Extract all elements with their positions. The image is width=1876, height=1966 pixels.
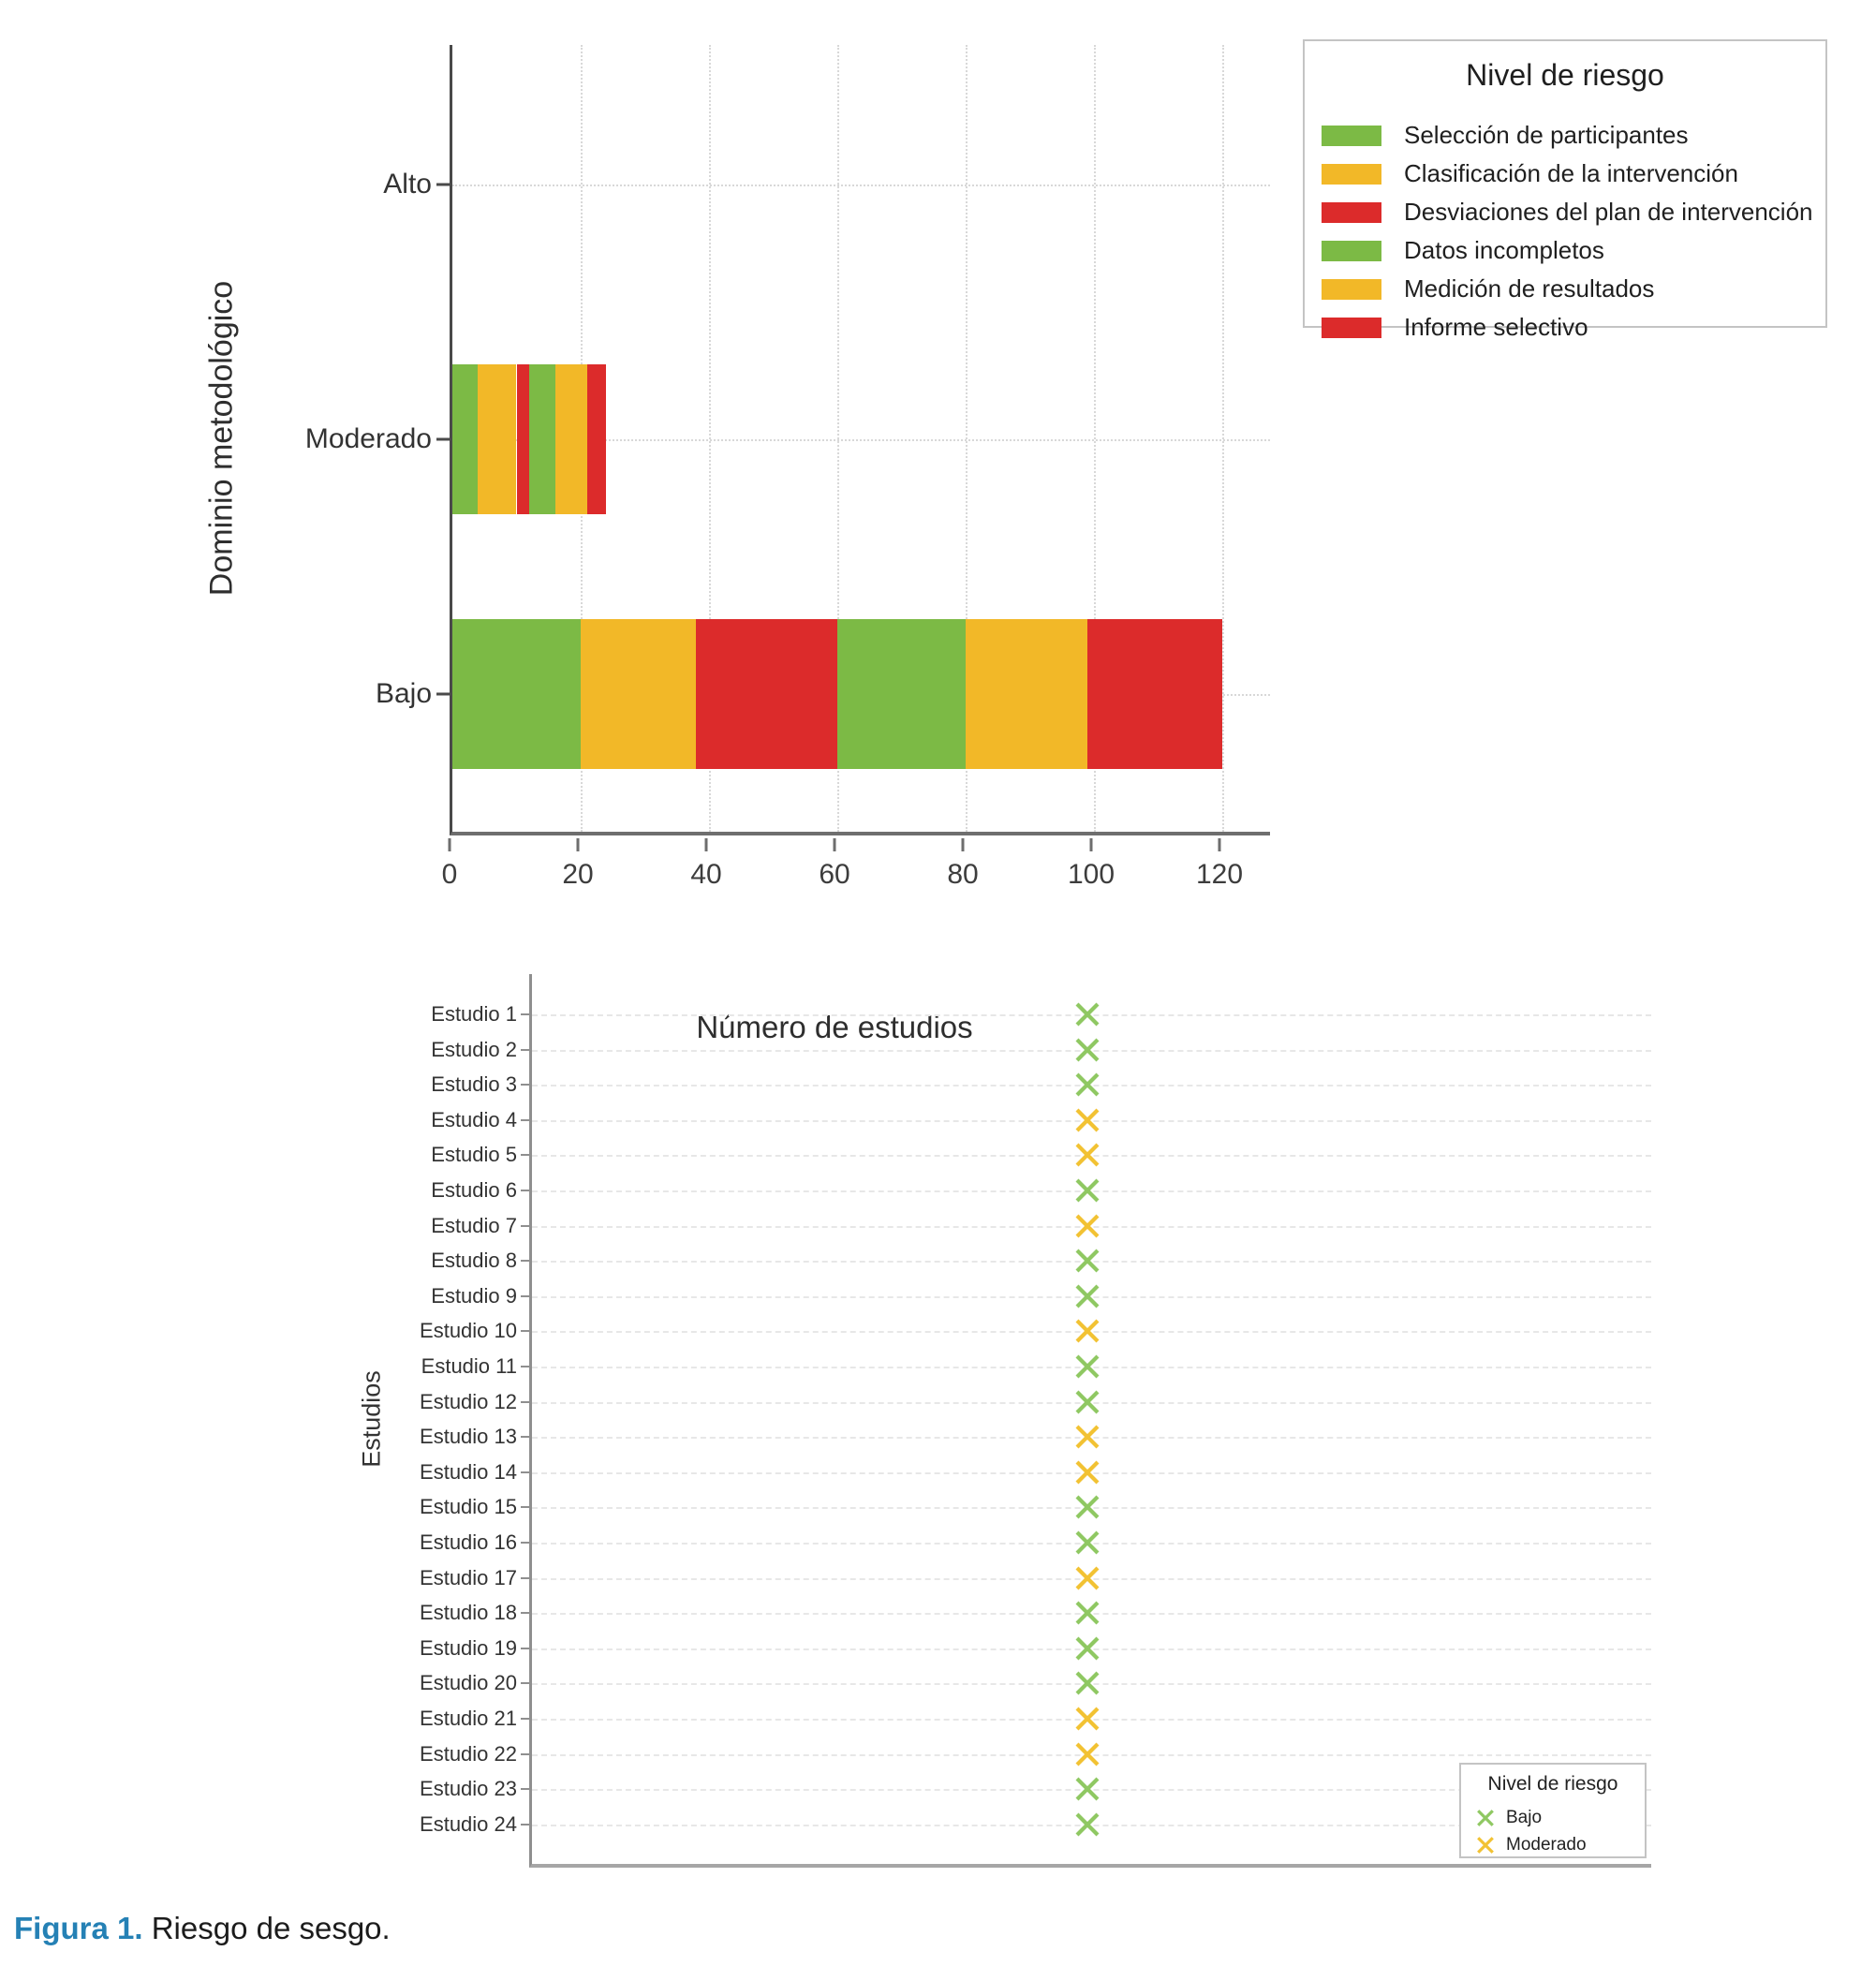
legend-swatch — [1322, 126, 1381, 146]
x-marker-moderado — [1071, 1104, 1103, 1136]
y-tick-5 — [521, 1154, 532, 1156]
y-tick-label-3: Estudio 3 — [431, 1072, 517, 1097]
y-tick-label-14: Estudio 14 — [420, 1459, 517, 1484]
bottom-chart-y-axis-title: Estudios — [357, 1370, 386, 1468]
legend-label: Selección de participantes — [1404, 121, 1689, 149]
bar-segment — [529, 364, 554, 514]
bar-segment — [452, 619, 581, 769]
y-tick-15 — [521, 1506, 532, 1508]
top-legend-title: Nivel de riesgo — [1466, 58, 1664, 92]
x-marker-bajo — [1071, 1034, 1103, 1066]
x-tick-20 — [577, 838, 580, 851]
y-tick-19 — [521, 1648, 532, 1649]
bar-segment — [966, 619, 1087, 769]
figure-caption-label: Figura 1. — [14, 1911, 143, 1945]
x-tick-80 — [962, 838, 965, 851]
bar-segment — [696, 619, 837, 769]
legend-swatch — [1322, 279, 1381, 300]
y-tick-label-1: Estudio 1 — [431, 1002, 517, 1026]
x-marker-bajo — [1071, 1633, 1103, 1664]
legend-label: Desviaciones del plan de intervención — [1404, 198, 1813, 226]
x-marker-bajo — [1071, 1175, 1103, 1206]
x-marker-bajo — [1071, 1351, 1103, 1382]
x-marker-bajo — [1071, 1773, 1103, 1805]
y-tick-label-22: Estudio 22 — [420, 1741, 517, 1766]
x-tick-40 — [705, 838, 708, 851]
x-marker-bajo — [1071, 1527, 1103, 1559]
y-tick-20 — [521, 1682, 532, 1684]
x-marker-bajo — [1071, 998, 1103, 1030]
legend-label: Informe selectivo — [1404, 313, 1588, 341]
x-tick-60 — [834, 838, 836, 851]
legend-swatch — [1322, 164, 1381, 185]
x-marker-moderado — [1071, 1210, 1103, 1242]
moderado-x-icon — [1474, 1834, 1497, 1856]
bottom-chart-legend — [1459, 1763, 1647, 1858]
bottom-legend-title: Nivel de riesgo — [1487, 1773, 1618, 1795]
y-tick-label-13: Estudio 13 — [420, 1425, 517, 1449]
legend-item — [1474, 1831, 1639, 1858]
y-tick-label-15: Estudio 15 — [420, 1495, 517, 1519]
y-tick-23 — [521, 1788, 532, 1790]
legend-item — [1322, 270, 1818, 308]
legend-item — [1322, 155, 1818, 193]
y-tick-label-7: Estudio 7 — [431, 1213, 517, 1237]
y-tick-label-24: Estudio 24 — [420, 1811, 517, 1836]
y-tick-10 — [521, 1330, 532, 1332]
bar-segment — [837, 619, 966, 769]
y-tick-Bajo — [436, 693, 450, 696]
y-tick-6 — [521, 1190, 532, 1191]
figure-caption-text: Riesgo de sesgo. — [142, 1911, 391, 1945]
x-marker-bajo — [1071, 1809, 1103, 1840]
y-tick-label-4: Estudio 4 — [431, 1107, 517, 1131]
y-tick-16 — [521, 1542, 532, 1544]
y-tick-label-Bajo: Bajo — [375, 678, 432, 709]
y-tick-9 — [521, 1295, 532, 1297]
x-marker-moderado — [1071, 1139, 1103, 1171]
y-tick-label-21: Estudio 21 — [420, 1707, 517, 1730]
x-marker-moderado — [1071, 1562, 1103, 1594]
legend-label: Clasificación de la intervención — [1404, 159, 1738, 187]
y-tick-label-18: Estudio 18 — [420, 1601, 517, 1625]
top-chart-y-axis-title: Dominio metodológico — [203, 280, 240, 597]
legend-swatch — [1322, 202, 1381, 223]
y-tick-12 — [521, 1401, 532, 1403]
y-tick-label-11: Estudio 11 — [421, 1354, 517, 1378]
y-tick-18 — [521, 1612, 532, 1614]
y-tick-7 — [521, 1225, 532, 1227]
x-marker-bajo — [1071, 1597, 1103, 1629]
x-marker-moderado — [1071, 1738, 1103, 1770]
x-tick-label-60: 60 — [819, 859, 850, 890]
legend-label: Datos incompletos — [1404, 236, 1604, 264]
x-marker-bajo — [1071, 1069, 1103, 1101]
x-marker-moderado — [1071, 1703, 1103, 1735]
x-marker-bajo — [1071, 1667, 1103, 1699]
x-tick-label-100: 100 — [1067, 859, 1115, 890]
bajo-x-icon — [1474, 1807, 1497, 1829]
x-marker-moderado — [1071, 1456, 1103, 1488]
legend-item — [1322, 193, 1818, 231]
x-marker-bajo — [1071, 1280, 1103, 1312]
x-tick-label-0: 0 — [441, 859, 458, 890]
bottom-scatter-plot — [420, 974, 1651, 1868]
y-tick-2 — [521, 1049, 532, 1051]
bottom-legend-items — [1474, 1804, 1639, 1858]
y-tick-8 — [521, 1260, 532, 1262]
y-tick-label-20: Estudio 20 — [420, 1671, 517, 1695]
legend-item — [1474, 1804, 1639, 1831]
legend-item — [1322, 308, 1818, 347]
y-tick-24 — [521, 1824, 532, 1826]
legend-label: Bajo — [1506, 1807, 1543, 1827]
x-marker-moderado — [1071, 1315, 1103, 1347]
y-tick-label-19: Estudio 19 — [420, 1635, 517, 1660]
y-tick-1 — [521, 1013, 532, 1015]
y-tick-11 — [521, 1366, 532, 1367]
y-tick-label-6: Estudio 6 — [431, 1178, 517, 1202]
y-tick-label-9: Estudio 9 — [431, 1283, 517, 1308]
top-legend-items — [1322, 116, 1818, 347]
x-tick-120 — [1219, 838, 1221, 851]
y-tick-label-16: Estudio 16 — [420, 1530, 517, 1554]
x-marker-bajo — [1071, 1386, 1103, 1418]
y-tick-label-5: Estudio 5 — [431, 1143, 517, 1167]
x-tick-label-40: 40 — [690, 859, 722, 890]
legend-label: Moderado — [1506, 1834, 1587, 1855]
y-tick-17 — [521, 1577, 532, 1579]
legend-swatch — [1322, 241, 1381, 261]
y-tick-13 — [521, 1436, 532, 1438]
y-tick-label-8: Estudio 8 — [431, 1249, 517, 1273]
y-tick-label-17: Estudio 17 — [420, 1565, 517, 1589]
bar-segment — [452, 364, 478, 514]
y-tick-label-10: Estudio 10 — [420, 1319, 517, 1343]
bar-segment — [581, 619, 696, 769]
legend-item — [1322, 116, 1818, 155]
top-chart-legend — [1303, 39, 1827, 341]
x-tick-label-20: 20 — [562, 859, 594, 890]
x-tick-label-120: 120 — [1195, 859, 1244, 890]
figure-caption — [14, 1911, 391, 1946]
y-tick-label-23: Estudio 23 — [420, 1777, 517, 1801]
x-marker-moderado — [1071, 1421, 1103, 1453]
x-marker-bajo — [1071, 1245, 1103, 1277]
y-tick-Moderado — [436, 438, 450, 441]
y-tick-label-Alto: Alto — [383, 169, 432, 200]
bar-segment — [1087, 619, 1222, 769]
y-tick-22 — [521, 1753, 532, 1755]
gridline-x-120 — [1222, 45, 1224, 832]
bar-segment — [517, 364, 530, 514]
legend-label: Medición de resultados — [1404, 274, 1655, 303]
x-tick-0 — [449, 838, 451, 851]
y-tick-Alto — [436, 184, 450, 186]
x-tick-100 — [1090, 838, 1093, 851]
legend-swatch — [1322, 318, 1381, 338]
y-tick-21 — [521, 1718, 532, 1720]
bar-segment — [587, 364, 607, 514]
top-chart-x-axis-title: Número de estudios — [696, 1010, 973, 1044]
x-marker-bajo — [1071, 1491, 1103, 1523]
y-tick-label-Moderado: Moderado — [304, 423, 432, 454]
y-tick-14 — [521, 1471, 532, 1473]
y-tick-label-2: Estudio 2 — [431, 1037, 517, 1061]
bar-segment — [478, 364, 516, 514]
y-tick-label-12: Estudio 12 — [420, 1389, 517, 1413]
gridline-y-Alto — [452, 185, 1270, 186]
top-chart-x-axis — [441, 838, 1267, 904]
x-tick-label-80: 80 — [947, 859, 979, 890]
y-tick-3 — [521, 1084, 532, 1086]
y-tick-4 — [521, 1119, 532, 1121]
legend-item — [1322, 231, 1818, 270]
top-bar-chart-plot — [304, 45, 1270, 835]
bar-segment — [555, 364, 587, 514]
